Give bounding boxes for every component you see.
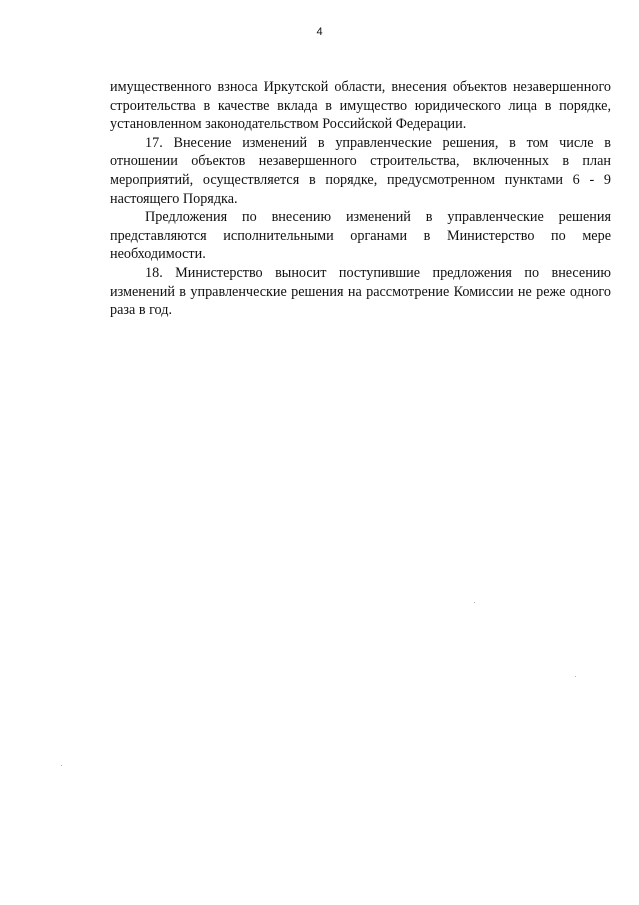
- scan-speck: [61, 765, 62, 766]
- paragraph-continuation: имущественного взноса Иркутской области, внесения объектов незавершенного строительства в качестве вклада в имущество юридического лица в порядке, установленном законодательством Российской Федерации.: [110, 79, 611, 133]
- paragraph-item-18: 18. Министерство выносит поступившие предложения по внесению изменений в управленческие решения на рассмотрение Комиссии не реже одного раза в год.: [110, 264, 611, 319]
- scan-speck: [474, 602, 475, 603]
- paragraph-item-17: 17. Внесение изменений в управленческие решения, в том числе в отношении объектов незавершенного строительства, включенных в план мероприятий, осуществляется в порядке, предусмотренном пунктами 6 - 9 настоящего Порядка.: [110, 134, 611, 207]
- page-number: 4: [316, 26, 323, 38]
- document-body: [110, 78, 611, 320]
- scan-speck: [575, 676, 576, 677]
- paragraph-proposals: Предложения по внесению изменений в управленческие решения представляются исполнительными органами в Министерство по мере необходимости.: [110, 209, 611, 263]
